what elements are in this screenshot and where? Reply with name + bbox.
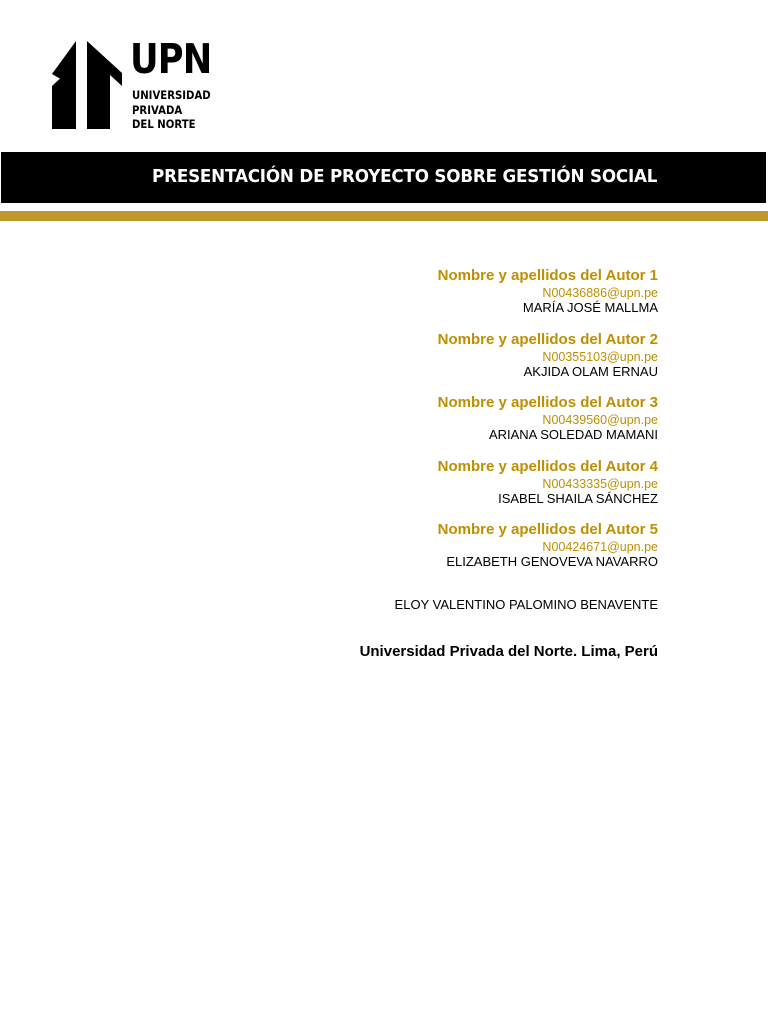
author-block xyxy=(158,266,658,330)
advisor-name: ELOY VALENTINO PALOMINO BENAVENTE xyxy=(394,597,658,612)
author-block xyxy=(158,457,658,521)
author-name: AKJIDA OLAM ERNAU xyxy=(523,363,658,379)
author-name: ELIZABETH GENOVEVA NAVARRO xyxy=(446,554,658,569)
authors-list xyxy=(158,266,658,584)
author-block xyxy=(158,330,658,394)
author-name: MARÍA JOSÉ MALLMA xyxy=(522,300,658,315)
gold-divider xyxy=(0,211,768,221)
author-email[interactable]: N00439560@upn.pe xyxy=(542,413,658,427)
logo-line-1: UNIVERSIDAD xyxy=(132,88,211,102)
document-title: PRESENTACIÓN DE PROYECTO SOBRE GESTIÓN SOCIAL xyxy=(151,166,657,187)
author-name: ISABEL SHAILA SÁNCHEZ xyxy=(498,490,658,506)
logo-subtitle xyxy=(132,88,211,132)
author-heading: Nombre y apellidos del Autor 1 xyxy=(437,267,658,284)
title-banner xyxy=(1,152,766,203)
author-name: ARIANA SOLEDAD MAMANI xyxy=(488,427,658,442)
logo-line-2: PRIVADA xyxy=(132,102,183,117)
institution-location: Universidad Privada del Norte. Lima, Perú xyxy=(359,643,658,660)
author-heading: Nombre y apellidos del Autor 3 xyxy=(437,394,658,411)
author-heading: Nombre y apellidos del Autor 4 xyxy=(437,457,658,475)
upn-logo xyxy=(52,35,212,133)
logo-line-3: DEL NORTE xyxy=(132,117,196,131)
torch-icon xyxy=(52,41,126,131)
author-block xyxy=(158,520,658,584)
logo-acronym: UPN xyxy=(130,35,212,83)
author-heading: Nombre y apellidos del Autor 2 xyxy=(437,330,658,348)
author-block xyxy=(158,393,658,457)
author-email[interactable]: N00424671@upn.pe xyxy=(542,540,658,554)
author-email[interactable]: N00433335@upn.pe xyxy=(542,476,658,491)
author-heading: Nombre y apellidos del Autor 5 xyxy=(437,521,658,538)
author-email[interactable]: N00436886@upn.pe xyxy=(542,286,658,300)
author-email[interactable]: N00355103@upn.pe xyxy=(542,349,658,364)
